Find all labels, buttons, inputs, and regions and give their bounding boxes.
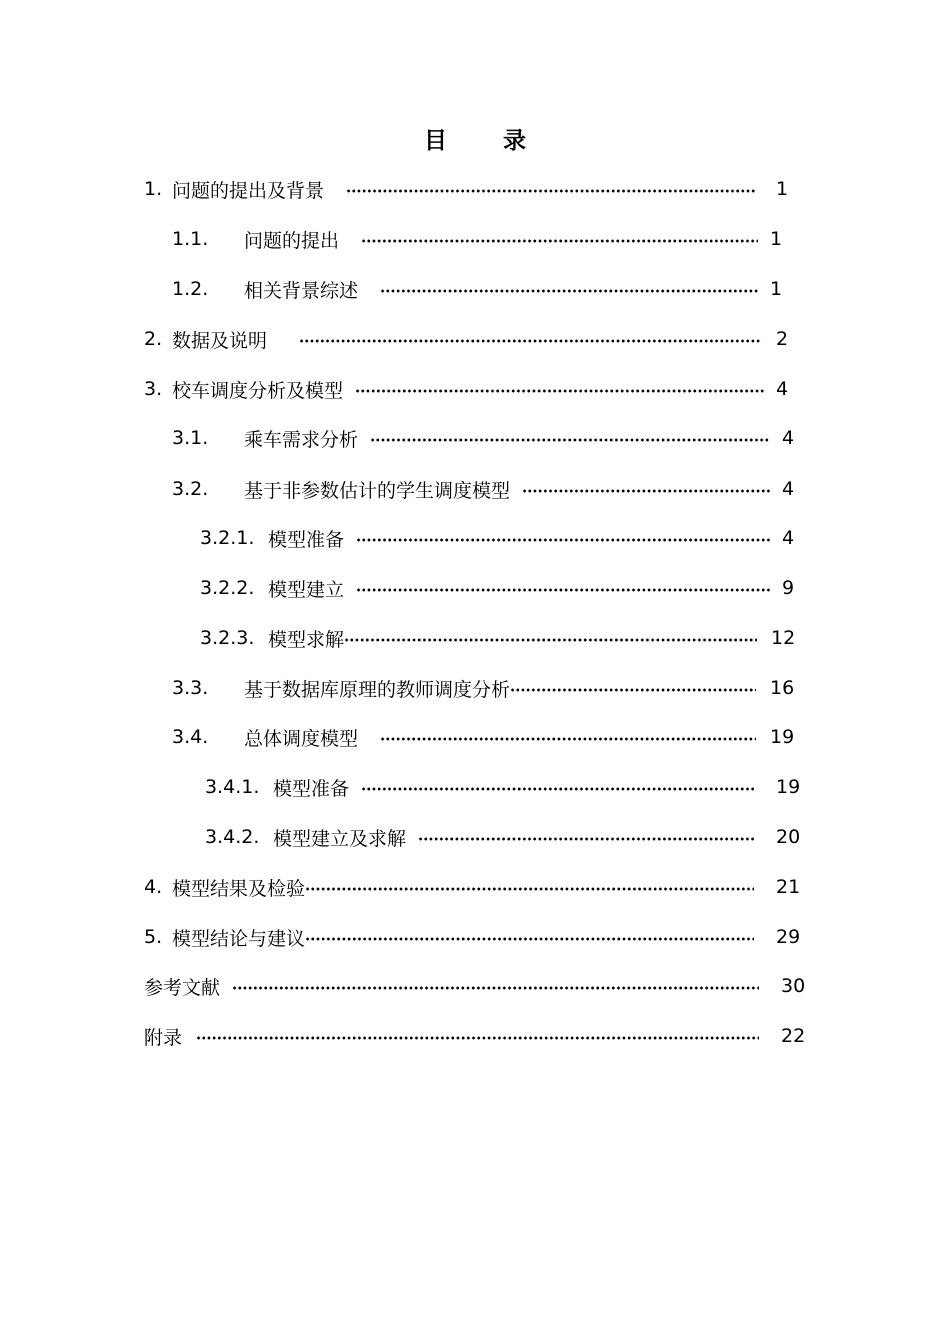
toc-entry-number: 5. bbox=[144, 926, 163, 948]
dot-leader bbox=[522, 489, 770, 493]
toc-entry-number: 1.1. bbox=[172, 228, 209, 250]
toc-entry-page: 21 bbox=[776, 876, 801, 898]
toc-entry[interactable] bbox=[205, 822, 801, 852]
toc-entry[interactable] bbox=[144, 872, 801, 902]
dot-leader bbox=[232, 986, 759, 990]
toc-entry[interactable] bbox=[172, 722, 795, 752]
toc-entry-page: 2 bbox=[776, 328, 789, 350]
toc-entry-number: 3.1. bbox=[172, 427, 209, 449]
toc-entry-number: 3.4. bbox=[172, 726, 209, 748]
toc-entry-label: 模型准备 bbox=[273, 777, 350, 800]
dot-leader bbox=[196, 1036, 759, 1040]
dot-leader bbox=[305, 937, 754, 941]
toc-entry[interactable] bbox=[144, 1021, 806, 1051]
toc-entry-label: 模型结论与建议 bbox=[172, 927, 306, 950]
dot-leader bbox=[380, 737, 756, 741]
toc-entry-number: 1. bbox=[144, 178, 163, 200]
toc-entry-number: 4. bbox=[144, 876, 163, 898]
toc-entry-label: 总体调度模型 bbox=[244, 727, 359, 750]
dot-leader bbox=[418, 837, 754, 841]
toc-entry[interactable] bbox=[144, 922, 801, 952]
toc-entry-number: 3.3. bbox=[172, 677, 209, 699]
toc-entry-label: 问题的提出及背景 bbox=[172, 179, 325, 202]
toc-entry-page: 4 bbox=[782, 427, 795, 449]
dot-leader bbox=[361, 787, 754, 791]
toc-entry[interactable] bbox=[200, 623, 796, 653]
toc-entry[interactable] bbox=[144, 324, 789, 354]
toc-entry-page: 4 bbox=[782, 478, 795, 500]
toc-entry-page: 19 bbox=[776, 776, 801, 798]
toc-entry-label: 附录 bbox=[144, 1026, 183, 1049]
toc-title: 目 录 bbox=[423, 128, 550, 154]
toc-entry-label: 基于数据库原理的教师调度分析 bbox=[244, 678, 511, 701]
toc-entry-label: 问题的提出 bbox=[244, 229, 340, 252]
toc-entry[interactable] bbox=[144, 174, 789, 204]
toc-entry[interactable] bbox=[205, 772, 801, 802]
toc-entry-page: 4 bbox=[776, 378, 789, 400]
toc-entry-number: 3.2.1. bbox=[200, 527, 255, 549]
toc-entry-label: 模型准备 bbox=[268, 528, 345, 551]
toc-entry-label: 参考文献 bbox=[144, 976, 221, 999]
toc-entry-page: 1 bbox=[770, 228, 783, 250]
toc-entry[interactable] bbox=[172, 274, 783, 304]
toc-entry-page: 16 bbox=[770, 677, 795, 699]
dot-leader bbox=[356, 538, 770, 542]
dot-leader bbox=[355, 389, 764, 393]
dot-leader bbox=[305, 887, 754, 891]
toc-entry-page: 30 bbox=[781, 975, 806, 997]
toc-entry-label: 乘车需求分析 bbox=[244, 428, 359, 451]
toc-entry-number: 3.4.1. bbox=[205, 776, 260, 798]
toc-entry-number: 3.2. bbox=[172, 478, 209, 500]
toc-entry[interactable] bbox=[172, 673, 795, 703]
toc-entry-page: 29 bbox=[776, 926, 801, 948]
toc-entry[interactable] bbox=[172, 224, 783, 254]
toc-entry[interactable] bbox=[200, 573, 795, 603]
toc-entry-number: 3.4.2. bbox=[205, 826, 260, 848]
toc-entry-page: 22 bbox=[781, 1025, 806, 1047]
toc-entry-label: 数据及说明 bbox=[172, 329, 268, 352]
toc-entry[interactable] bbox=[200, 523, 795, 553]
toc-entry-number: 3. bbox=[144, 378, 163, 400]
toc-entry-page: 4 bbox=[782, 527, 795, 549]
toc-entry-number: 3.2.3. bbox=[200, 627, 255, 649]
toc-entry-page: 1 bbox=[770, 278, 783, 300]
toc-entry-label: 模型求解 bbox=[268, 628, 345, 651]
toc-entry[interactable] bbox=[144, 971, 806, 1001]
toc-entry-label: 模型建立 bbox=[268, 578, 345, 601]
dot-leader bbox=[344, 638, 757, 642]
toc-entry-label: 相关背景综述 bbox=[244, 279, 359, 302]
toc-entry-number: 3.2.2. bbox=[200, 577, 255, 599]
toc-entry[interactable] bbox=[144, 374, 789, 404]
toc-entry-number: 2. bbox=[144, 328, 163, 350]
dot-leader bbox=[510, 688, 756, 692]
toc-entry-page: 20 bbox=[776, 826, 801, 848]
toc-entry-number: 1.2. bbox=[172, 278, 209, 300]
toc-entry-page: 19 bbox=[770, 726, 795, 748]
dot-leader bbox=[346, 189, 756, 193]
dot-leader bbox=[299, 339, 762, 343]
toc-entry-page: 1 bbox=[776, 178, 789, 200]
toc-entry-label: 模型结果及检验 bbox=[172, 877, 306, 900]
toc-entry-page: 9 bbox=[782, 577, 795, 599]
toc-entry[interactable] bbox=[172, 474, 795, 504]
toc-entry-page: 12 bbox=[771, 627, 796, 649]
dot-leader bbox=[356, 588, 770, 592]
dot-leader bbox=[380, 289, 758, 293]
dot-leader bbox=[361, 239, 758, 243]
dot-leader bbox=[370, 438, 770, 442]
toc-entry-label: 模型建立及求解 bbox=[273, 827, 407, 850]
toc-entry[interactable] bbox=[172, 423, 795, 453]
toc-entry-label: 校车调度分析及模型 bbox=[172, 379, 344, 402]
toc-entry-label: 基于非参数估计的学生调度模型 bbox=[244, 479, 511, 502]
